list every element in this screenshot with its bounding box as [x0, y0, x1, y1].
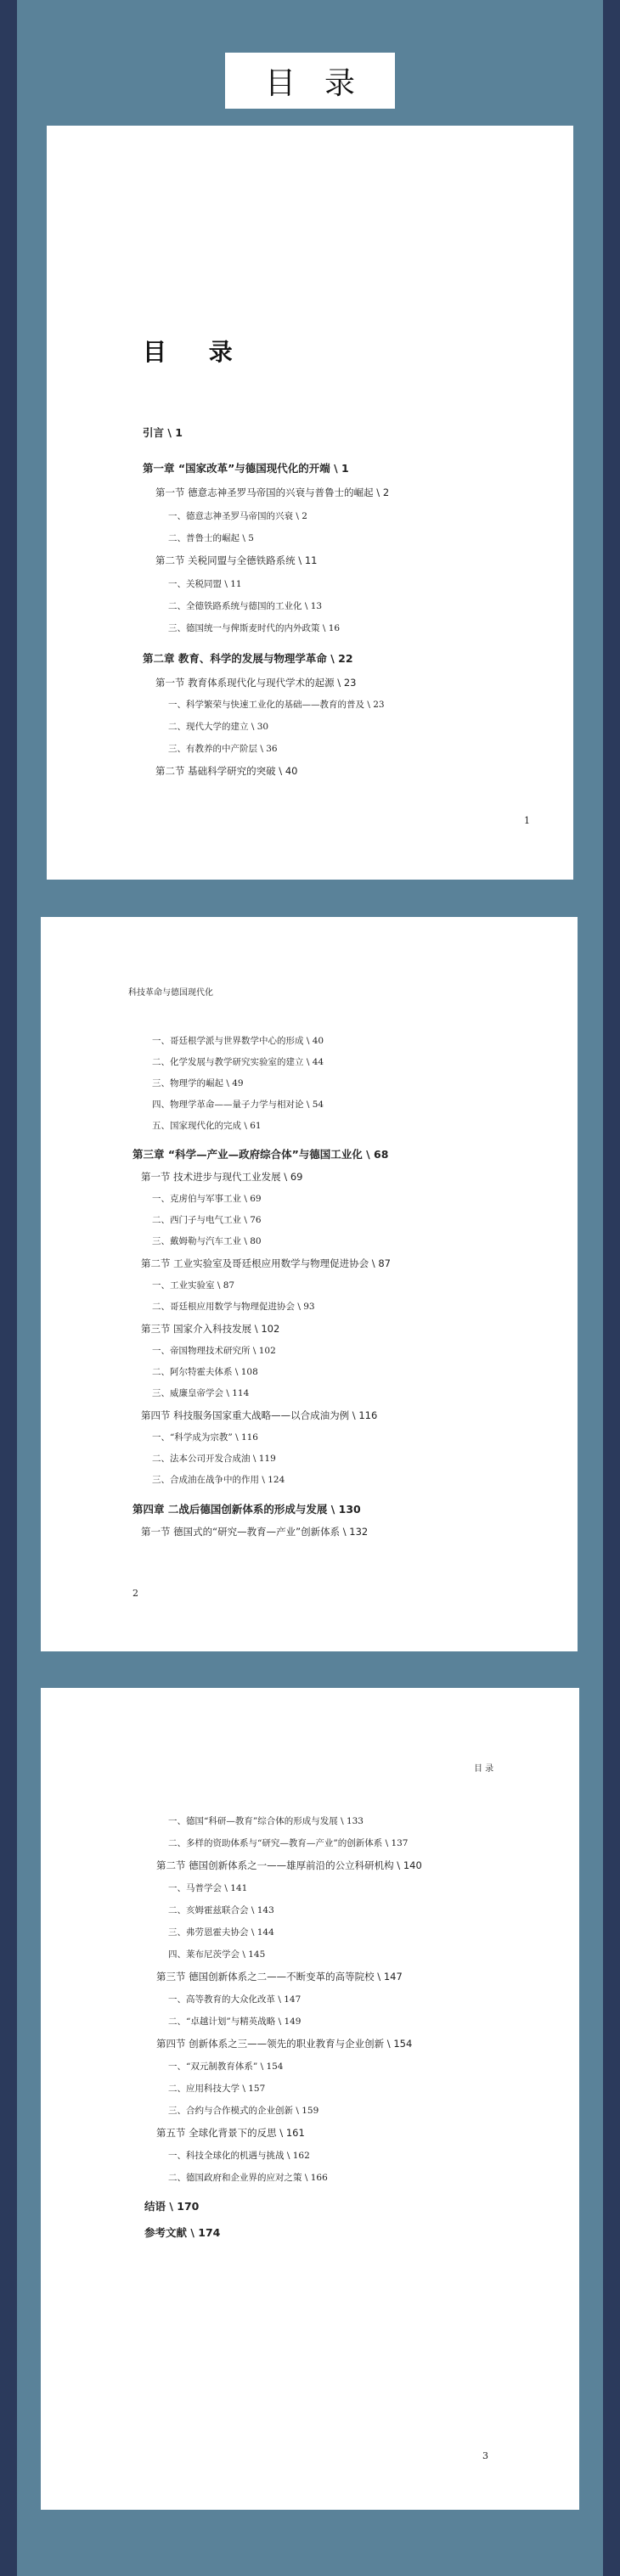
toc-section-entry: 第五节 全球化背景下的反思 \ 161 — [156, 2127, 305, 2139]
toc-chapter-entry: 第二章 教育、科学的发展与物理学革命 \ 22 — [143, 652, 353, 665]
toc-page-1 — [47, 126, 573, 880]
toc-subsection-entry: 二、西门子与电气工业 \ 76 — [152, 1215, 262, 1225]
running-header: 科技革命与德国现代化 — [128, 988, 213, 998]
toc-subsection-entry: 二、应用科技大学 \ 157 — [168, 2084, 266, 2094]
toc-subsection-entry: 二、德国政府和企业界的应对之策 \ 166 — [168, 2173, 328, 2183]
toc-chapter-entry: 第一章 “国家改革”与德国现代化的开端 \ 1 — [143, 462, 349, 475]
toc-subsection-entry: 四、莱布尼茨学会 \ 145 — [168, 1949, 266, 1960]
toc-section-entry: 第二节 德国创新体系之一——雄厚前沿的公立科研机构 \ 140 — [156, 1859, 422, 1871]
toc-section-entry: 第一节 德国式的“研究—教育—产业”创新体系 \ 132 — [141, 1526, 369, 1538]
toc-section-entry: 第二节 基础科学研究的突破 \ 40 — [155, 765, 298, 777]
toc-subsection-entry: 一、马普学会 \ 141 — [168, 1883, 248, 1893]
toc-subsection-entry: 三、合约与合作模式的企业创新 \ 159 — [168, 2106, 319, 2116]
toc-subsection-entry: 一、哥廷根学派与世界数学中心的形成 \ 40 — [152, 1036, 324, 1046]
toc-subsection-entry: 五、国家现代化的完成 \ 61 — [152, 1121, 262, 1131]
toc-chapter-entry: 引言 \ 1 — [143, 426, 183, 439]
toc-section-entry: 第一节 技术进步与现代工业发展 \ 69 — [141, 1171, 303, 1183]
toc-subsection-entry: 四、物理学革命——量子力学与相对论 \ 54 — [152, 1100, 324, 1110]
toc-section-entry: 第一节 教育体系现代化与现代学术的起源 \ 23 — [155, 677, 357, 689]
toc-subsection-entry: 三、合成油在战争中的作用 \ 124 — [152, 1475, 285, 1485]
toc-subsection-entry: 一、德国“科研—教育”综合体的形成与发展 \ 133 — [168, 1816, 364, 1826]
toc-section-entry: 第三节 国家介入科技发展 \ 102 — [141, 1323, 280, 1335]
toc-section-entry: 第三节 德国创新体系之二——不断变革的高等院校 \ 147 — [156, 1971, 403, 1983]
toc-subsection-entry: 二、普鲁士的崛起 \ 5 — [168, 533, 254, 543]
page-title: 目 录 — [143, 338, 250, 366]
page-number: 3 — [482, 2450, 488, 2461]
toc-subsection-entry: 三、德国统一与俾斯麦时代的内外政策 \ 16 — [168, 623, 341, 633]
toc-subsection-entry: 三、有教养的中产阶层 \ 36 — [168, 744, 278, 754]
page-number: 2 — [132, 1588, 138, 1599]
toc-chapter-entry: 结语 \ 170 — [144, 2200, 200, 2213]
toc-subsection-entry: 二、“卓越计划”与精英战略 \ 149 — [168, 2016, 302, 2027]
toc-chapter-entry: 参考文献 \ 174 — [144, 2226, 221, 2239]
toc-section-entry: 第一节 德意志神圣罗马帝国的兴衰与普鲁士的崛起 \ 2 — [155, 487, 390, 498]
toc-subsection-entry: 二、全德铁路系统与德国的工业化 \ 13 — [168, 601, 323, 611]
toc-subsection-entry: 二、法本公司开发合成油 \ 119 — [152, 1454, 276, 1464]
toc-subsection-entry: 一、科技全球化的机遇与挑战 \ 162 — [168, 2151, 310, 2161]
toc-subsection-entry: 一、德意志神圣罗马帝国的兴衰 \ 2 — [168, 511, 307, 521]
toc-section-entry: 第二节 关税同盟与全德铁路系统 \ 11 — [155, 554, 318, 566]
toc-subsection-entry: 三、威廉皇帝学会 \ 114 — [152, 1388, 250, 1398]
toc-subsection-entry: 一、帝国物理技术研究所 \ 102 — [152, 1346, 276, 1356]
toc-subsection-entry: 二、亥姆霍兹联合会 \ 143 — [168, 1905, 274, 1915]
toc-section-entry: 第四节 创新体系之三——领先的职业教育与企业创新 \ 154 — [156, 2038, 413, 2050]
toc-subsection-entry: 一、克虏伯与军事工业 \ 69 — [152, 1194, 262, 1204]
toc-subsection-entry: 一、工业实验室 \ 87 — [152, 1280, 235, 1291]
banner-title: 目录 — [225, 53, 395, 109]
toc-subsection-entry: 三、弗劳恩霍夫协会 \ 144 — [168, 1927, 274, 1938]
toc-subsection-entry: 一、“科学成为宗教” \ 116 — [152, 1432, 258, 1443]
toc-page-3 — [41, 1688, 579, 2510]
toc-subsection-entry: 一、科学繁荣与快速工业化的基础——教育的普及 \ 23 — [168, 700, 385, 710]
toc-subsection-entry: 二、阿尔特霍夫体系 \ 108 — [152, 1367, 258, 1377]
toc-section-entry: 第四节 科技服务国家重大战略——以合成油为例 \ 116 — [141, 1409, 378, 1421]
toc-subsection-entry: 二、现代大学的建立 \ 30 — [168, 722, 269, 732]
page-number: 1 — [524, 815, 530, 826]
toc-chapter-entry: 第四章 二战后德国创新体系的形成与发展 \ 130 — [132, 1503, 361, 1516]
toc-subsection-entry: 一、“双元制教育体系” \ 154 — [168, 2061, 284, 2072]
running-header: 目 录 — [474, 1764, 494, 1774]
toc-subsection-entry: 二、多样的资助体系与“研究—教育—产业”的创新体系 \ 137 — [168, 1838, 409, 1848]
toc-subsection-entry: 一、高等教育的大众化改革 \ 147 — [168, 1994, 302, 2005]
toc-section-entry: 第二节 工业实验室及哥廷根应用数学与物理促进协会 \ 87 — [141, 1257, 391, 1269]
toc-subsection-entry: 一、关税同盟 \ 11 — [168, 579, 242, 589]
toc-subsection-entry: 二、化学发展与教学研究实验室的建立 \ 44 — [152, 1057, 324, 1067]
toc-subsection-entry: 三、戴姆勒与汽车工业 \ 80 — [152, 1236, 262, 1246]
toc-chapter-entry: 第三章 “科学—产业—政府综合体”与德国工业化 \ 68 — [132, 1148, 389, 1161]
toc-subsection-entry: 三、物理学的崛起 \ 49 — [152, 1078, 244, 1088]
toc-page-2 — [41, 917, 578, 1651]
toc-subsection-entry: 二、哥廷根应用数学与物理促进协会 \ 93 — [152, 1302, 315, 1312]
